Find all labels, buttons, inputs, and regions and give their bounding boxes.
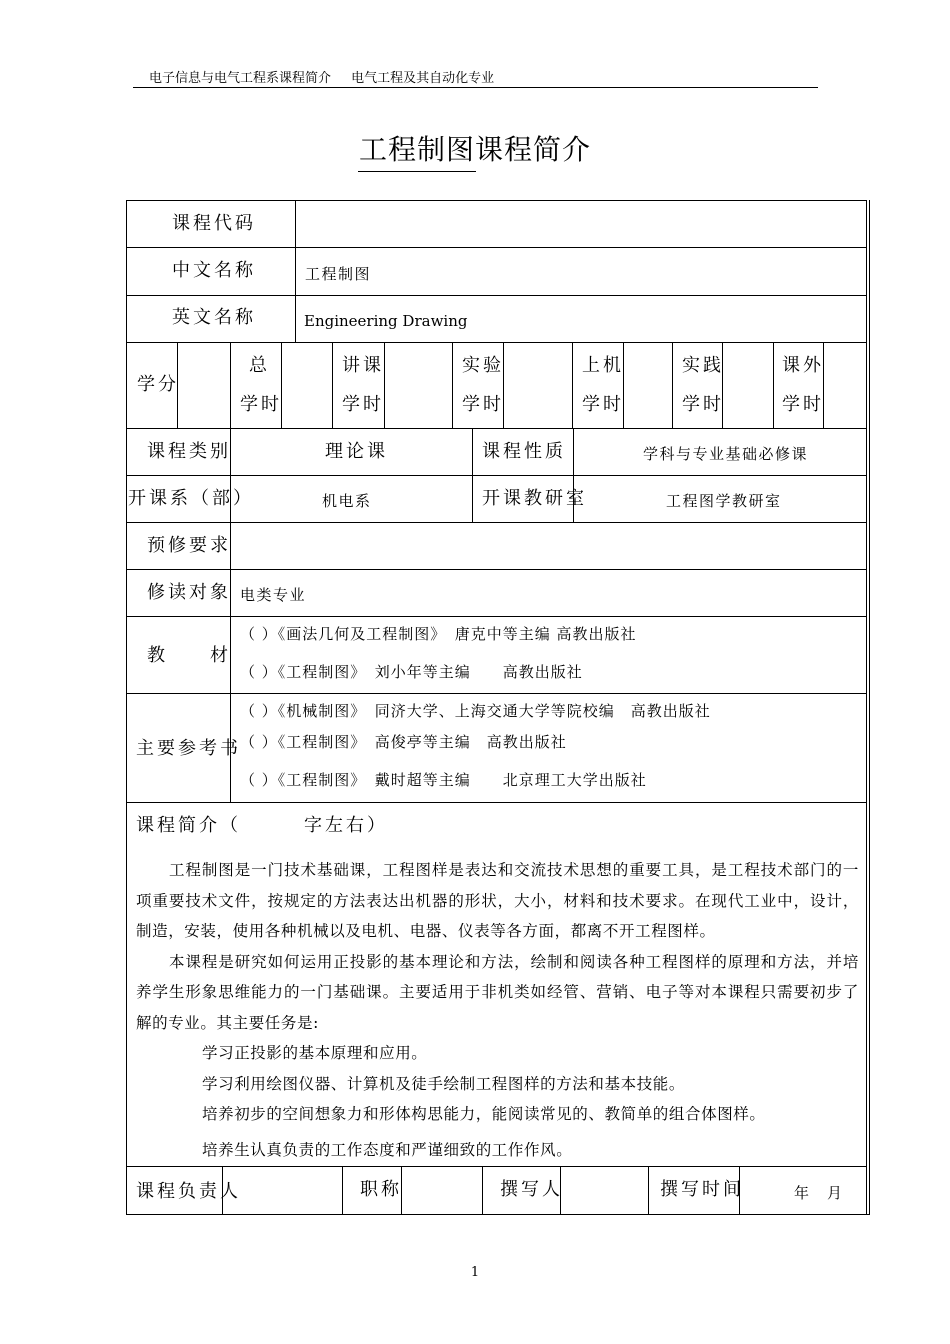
practice-hours-label-1: 实践 <box>682 355 724 376</box>
audience-label: 修读对象 <box>147 582 231 603</box>
nature-label: 课程性质 <box>482 441 566 462</box>
page-title: 工程制图课程简介 <box>358 133 591 166</box>
course-code-label: 课程代码 <box>172 213 256 234</box>
lecture-hours-label-2: 学时 <box>342 394 384 415</box>
office-label: 开课教研室 <box>482 488 587 509</box>
intro-task-item: 学习正投影的基本原理和应用。 <box>202 1044 428 1062</box>
credits-label: 学分 <box>137 374 179 395</box>
extra-hours-label-1: 课外 <box>782 355 824 376</box>
category-label: 课程类别 <box>147 441 231 462</box>
writer-label: 撰写人 <box>500 1179 563 1200</box>
dept-value: 机电系 <box>322 492 372 510</box>
total-hours-label-2: 学时 <box>240 394 282 415</box>
english-name-label: 英文名称 <box>172 307 256 328</box>
lecture-hours-label-1: 讲课 <box>342 355 384 376</box>
title-underline <box>358 171 476 172</box>
extra-hours-label-2: 学时 <box>782 394 824 415</box>
audience-value: 电类专业 <box>240 586 307 604</box>
chinese-name-label: 中文名称 <box>172 260 256 281</box>
prereq-label: 预修要求 <box>147 535 231 556</box>
page-header <box>133 70 818 88</box>
intro-body <box>136 855 859 1165</box>
course-owner-label: 课程负责人 <box>136 1181 241 1202</box>
category-value: 理论课 <box>325 441 388 462</box>
total-hours-label-1: 总 <box>249 355 270 376</box>
reference-item: （ ）《机械制图》 同济大学、上海交通大学等院校编 高教出版社 <box>240 702 711 720</box>
textbook-item: （ ）《工程制图》 刘小年等主编 高教出版社 <box>240 663 583 681</box>
write-date-label: 撰写时间 <box>660 1179 744 1200</box>
experiment-hours-label-2: 学时 <box>462 394 504 415</box>
intro-task-item: 培养生认真负责的工作态度和严谨细致的工作作风。 <box>202 1140 573 1159</box>
nature-value: 学科与专业基础必修课 <box>643 445 809 463</box>
chinese-name-value: 工程制图 <box>305 265 372 283</box>
office-value: 工程图学教研室 <box>666 492 782 510</box>
job-title-label: 职称 <box>360 1179 402 1200</box>
references-label: 主要参考书 <box>136 738 241 759</box>
textbooks-label: 教 材 <box>147 645 231 666</box>
english-name-value: Engineering Drawing <box>304 312 468 330</box>
intro-task-item: 培养初步的空间想象力和形体构思能力，能阅读常见的、教简单的组合体图样。 <box>202 1105 766 1123</box>
intro-task-item: 学习利用绘图仪器、计算机及徒手绘制工程图样的方法和基本技能。 <box>202 1074 686 1093</box>
dept-label: 开课系（部） <box>128 488 254 509</box>
intro-heading: 课程简介（ 字左右） <box>136 815 388 836</box>
computer-hours-label-1: 上机 <box>582 355 624 376</box>
computer-hours-label-2: 学时 <box>582 394 624 415</box>
header-major: 电气工程及其自动化专业 <box>351 71 495 86</box>
header-department: 电子信息与电气工程系课程简介 <box>149 71 332 86</box>
experiment-hours-label-1: 实验 <box>462 355 504 376</box>
intro-paragraph-1: 工程制图是一门技术基础课，工程图样是表达和交流技术思想的重要工具，是工程技术部门的一项重要技术文件，按规定的方法表达出机器的形状，大小，材料和技术要求。在现代工业中，设计，制造，安装，使用各种机械以及电机、电器、仪表等各方面，都离不开工程图样。 <box>136 861 859 940</box>
intro-paragraph-2: 本课程是研究如何运用正投影的基本理论和方法，绘制和阅读各种工程图样的原理和方法，并培养学生形象思维能力的一门基础课。主要适用于非机类如经管、营销、电子等对本课程只需要初步了解的专业。其主要任务是: <box>136 952 859 1032</box>
reference-item: （ ）《工程制图》 高俊亭等主编 高教出版社 <box>240 733 567 751</box>
page-number: 1 <box>470 1265 480 1280</box>
textbook-item: （ ）《画法几何及工程制图》 唐克中等主编 高教出版社 <box>240 625 637 643</box>
reference-item: （ ）《工程制图》 戴时超等主编 北京理工大学出版社 <box>240 771 647 789</box>
write-date-value: 年 月 <box>794 1184 844 1202</box>
practice-hours-label-2: 学时 <box>682 394 724 415</box>
